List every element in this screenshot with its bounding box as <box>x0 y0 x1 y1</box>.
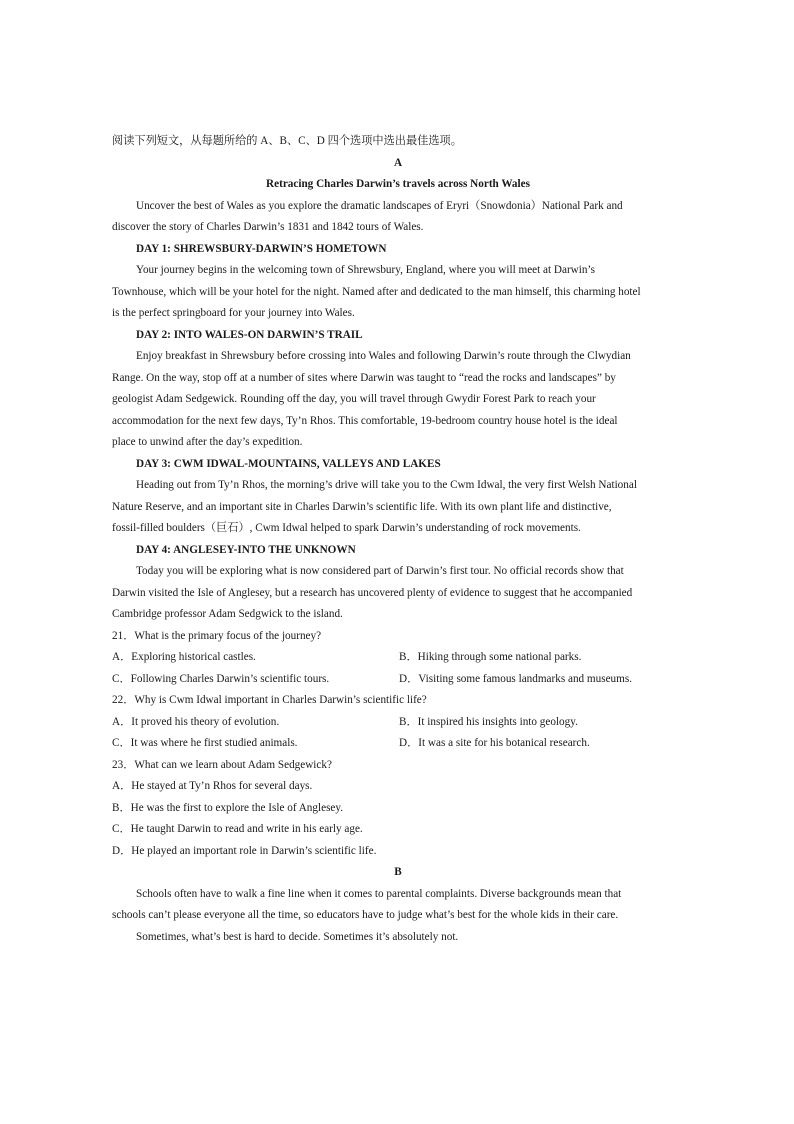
day-2-line: geologist Adam Sedgewick. Rounding off the day, you will travel through Gwydir Forest Park to reach your <box>112 393 596 405</box>
instruction: 阅读下列短文，从每题所给的 A、B、C、D 四个选项中选出最佳选项。 <box>112 135 462 147</box>
option-23-c: C．He taught Darwin to read and write in his early age. <box>112 823 363 835</box>
intro-line: discover the story of Charles Darwin’s 1831 and 1842 tours of Wales. <box>112 221 424 233</box>
option-23-d: D．He played an important role in Darwin’s scientific life. <box>112 844 377 857</box>
option-21-d: D．Visiting some famous landmarks and museums. <box>399 672 632 685</box>
option-23-a: A．He stayed at Ty’n Rhos for several days. <box>112 780 313 792</box>
day-1-line: Your journey begins in the welcoming town of Shrewsbury, England, where you will meet at Darwin’s <box>136 264 595 276</box>
exam-page <box>112 131 684 948</box>
day-2-line: accommodation for the next few days, Ty’n Rhos. This comfortable, 19-bedroom country house hotel is the ideal <box>112 414 618 427</box>
option-22-a: A．It proved his theory of evolution. <box>112 715 280 728</box>
day-4-line: Today you will be exploring what is now considered part of Darwin’s first tour. No official records show that <box>136 565 624 577</box>
option-22-c: C．It was where he first studied animals. <box>112 737 298 749</box>
day-3-line: Heading out from Ty’n Rhos, the morning’s drive will take you to the Cwm Idwal, the very first Welsh National <box>136 479 637 491</box>
option-22-b: B．It inspired his insights into geology. <box>399 715 578 728</box>
passage-title: Retracing Charles Darwin’s travels across North Wales <box>266 178 530 190</box>
option-21-a: A．Exploring historical castles. <box>112 651 256 663</box>
day-2-line: Range. On the way, stop off at a number of sites where Darwin was taught to “read the rocks and landscapes” by <box>112 371 616 384</box>
question-21-stem: 21．What is the primary focus of the journey? <box>112 629 322 642</box>
day-1-heading: DAY 1: SHREWSBURY-DARWIN’S HOMETOWN <box>136 242 387 255</box>
day-2-line: place to unwind after the day’s expedition. <box>112 436 303 448</box>
question-22-options-row <box>112 733 684 755</box>
day-1-line: Townhouse, which will be your hotel for the night. Named after and dedicated to the man himself, this charming hotel <box>112 285 641 298</box>
section-b-line: Sometimes, what’s best is hard to decide. Sometimes it’s absolutely not. <box>136 930 459 943</box>
day-4-line: Darwin visited the Isle of Anglesey, but a research has uncovered plenty of evidence to suggest that he accompanied <box>112 586 633 599</box>
option-21-b: B．Hiking through some national parks. <box>399 651 582 663</box>
option-21-c: C．Following Charles Darwin’s scientific tours. <box>112 672 330 685</box>
section-a-label: A <box>393 156 403 169</box>
day-2-heading: DAY 2: INTO WALES-ON DARWIN’S TRAIL <box>136 328 363 341</box>
section-b-line: Schools often have to walk a fine line when it comes to parental complaints. Diverse backgrounds mean that <box>136 887 622 900</box>
intro-line: Uncover the best of Wales as you explore the dramatic landscapes of Eryri（Snowdonia）National Park and <box>136 199 623 212</box>
option-22-d: D．It was a site for his botanical research. <box>399 737 590 749</box>
question-23-stem: 23．What can we learn about Adam Sedgewick? <box>112 758 332 771</box>
day-3-heading: DAY 3: CWM IDWAL-MOUNTAINS, VALLEYS AND LAKES <box>136 457 441 470</box>
day-4-heading: DAY 4: ANGLESEY-INTO THE UNKNOWN <box>136 543 356 556</box>
day-2-line: Enjoy breakfast in Shrewsbury before crossing into Wales and following Darwin’s route through the Clwydian <box>136 350 631 362</box>
question-21-options-row <box>112 647 684 669</box>
section-b-label: B <box>394 866 402 878</box>
section-b-line: schools can’t please everyone all the time, so educators have to judge what’s best for the whole kids in their care. <box>112 909 619 921</box>
question-22-options-row <box>112 712 684 734</box>
question-22-stem: 22．Why is Cwm Idwal important in Charles Darwin’s scientific life? <box>112 694 427 706</box>
day-1-line: is the perfect springboard for your journey into Wales. <box>112 307 355 319</box>
day-3-line: Nature Reserve, and an important site in Charles Darwin’s scientific life. With its own plant life and distinctive, <box>112 500 612 513</box>
option-23-b: B．He was the first to explore the Isle of Anglesey. <box>112 801 344 814</box>
day-4-line: Cambridge professor Adam Sedgwick to the island. <box>112 608 343 620</box>
question-21-options-row <box>112 669 684 691</box>
day-3-line: fossil-filled boulders（巨石）, Cwm Idwal helped to spark Darwin’s understanding of rock movements. <box>112 522 581 534</box>
